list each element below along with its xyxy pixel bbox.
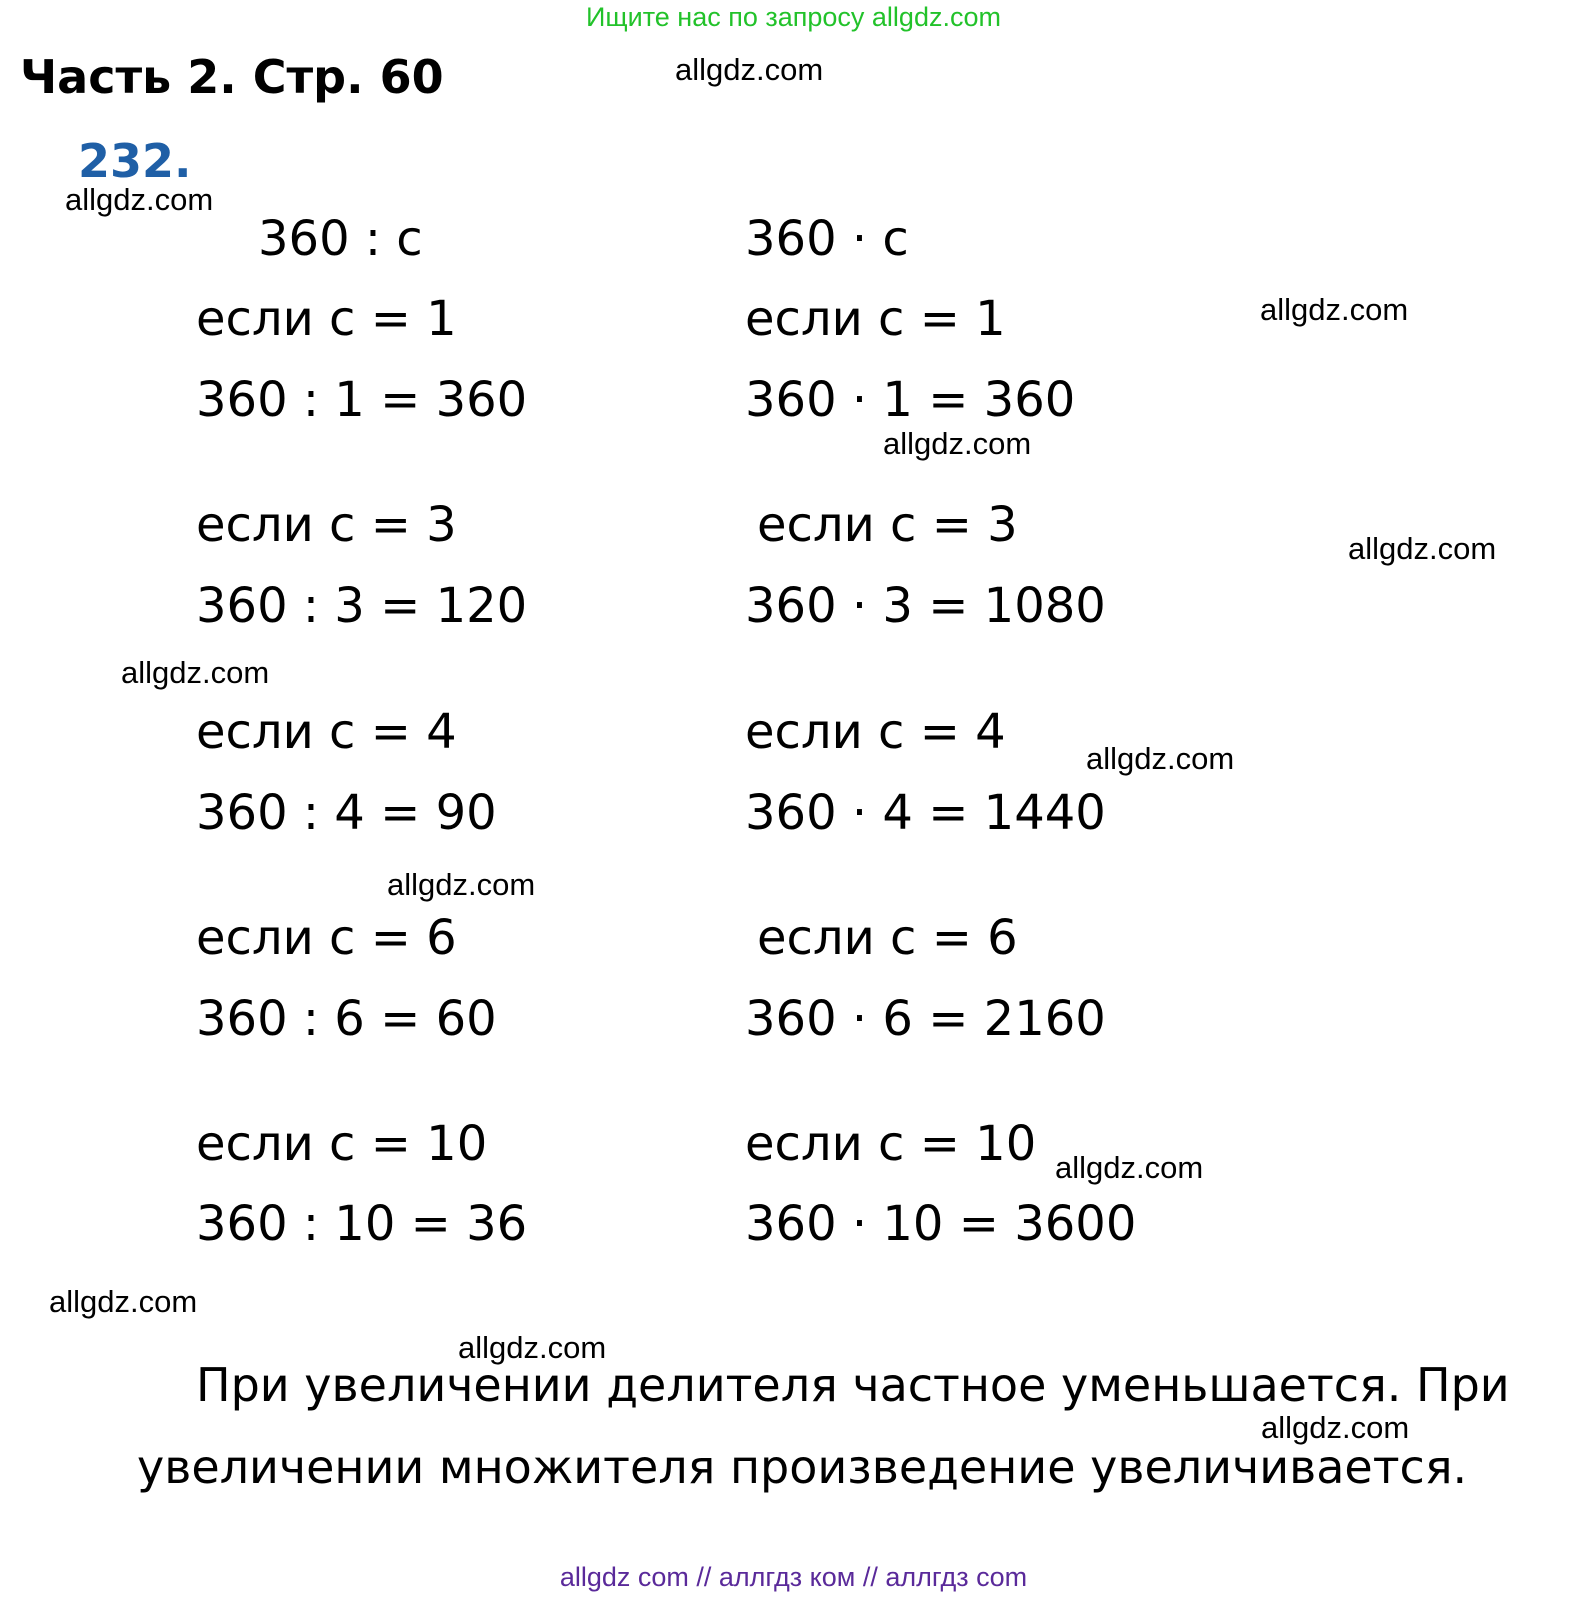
left-condition: если с = 3 <box>196 497 457 553</box>
task-number: 232. <box>78 134 192 188</box>
left-expression: 360 : с <box>258 211 423 267</box>
left-result: 360 : 10 = 36 <box>196 1196 528 1252</box>
right-condition: если с = 6 <box>757 910 1018 966</box>
watermark: allgdz.com <box>1086 741 1235 776</box>
conclusion-line-2: увеличении множителя произведение увеличивается. <box>137 1440 1468 1494</box>
footer-link[interactable]: allgdz com // аллгдз ком // аллгдз com <box>559 1562 1028 1592</box>
right-condition: если с = 1 <box>745 291 1006 347</box>
watermark: allgdz.com <box>458 1330 607 1365</box>
left-condition: если с = 10 <box>196 1116 488 1172</box>
watermark: allgdz.com <box>675 52 824 87</box>
left-result: 360 : 6 = 60 <box>196 991 497 1047</box>
right-condition: если с = 4 <box>745 704 1006 760</box>
watermark: allgdz.com <box>1261 1410 1410 1445</box>
page-heading: Часть 2. Стр. 60 <box>20 50 444 104</box>
watermark: allgdz.com <box>387 867 536 902</box>
right-result: 360 · 6 = 2160 <box>745 991 1106 1047</box>
watermark: allgdz.com <box>49 1284 198 1319</box>
conclusion-line-1: При увеличении делителя частное уменьшается. При <box>196 1358 1510 1412</box>
right-expression: 360 · с <box>745 211 909 267</box>
left-condition: если с = 1 <box>196 291 457 347</box>
watermark: allgdz.com <box>65 182 214 217</box>
left-result: 360 : 4 = 90 <box>196 785 497 841</box>
right-result: 360 · 4 = 1440 <box>745 785 1106 841</box>
watermark: allgdz.com <box>1055 1150 1204 1185</box>
watermark: allgdz.com <box>121 655 270 690</box>
watermark: allgdz.com <box>1260 292 1409 327</box>
watermark: allgdz.com <box>1348 531 1497 566</box>
right-condition: если с = 3 <box>757 497 1018 553</box>
left-result: 360 : 3 = 120 <box>196 578 528 634</box>
top-banner: Ищите нас по запросу allgdz.com <box>586 2 1001 32</box>
right-result: 360 · 1 = 360 <box>745 372 1076 428</box>
right-condition: если с = 10 <box>745 1116 1037 1172</box>
right-result: 360 · 3 = 1080 <box>745 578 1106 634</box>
left-condition: если с = 6 <box>196 910 457 966</box>
left-condition: если с = 4 <box>196 704 457 760</box>
watermark: allgdz.com <box>883 426 1032 461</box>
left-result: 360 : 1 = 360 <box>196 372 528 428</box>
right-result: 360 · 10 = 3600 <box>745 1196 1137 1252</box>
